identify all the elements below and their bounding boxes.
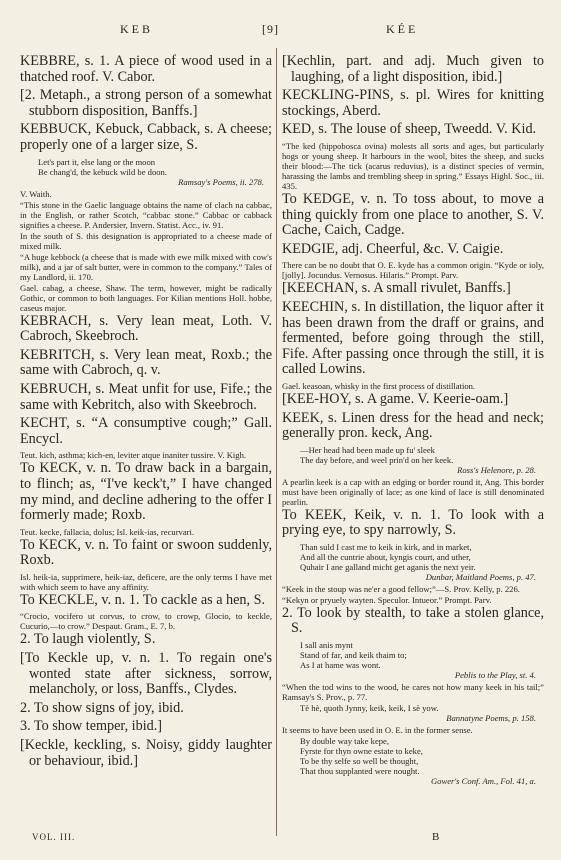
- dictionary-entry: 2. To laugh violently, S.: [20, 631, 156, 648]
- dictionary-entry: To KEEK, Keik, v. n. 1. To look with a prying eye, to spy narrowly, S.: [282, 506, 544, 539]
- entry-note: “A huge kebbock (a cheese that is made with ewe milk mixed with cow's milk), and a jar of salt butter, were in common to the company.” Tales of my Landlord, ii. 170.: [20, 251, 272, 282]
- dictionary-entry: To KECKLE, v. n. 1. To cackle as a hen, S.: [20, 591, 266, 608]
- dictionary-entry: KECHT, s. “A consumptive cough;” Gall. Encycl.: [20, 415, 272, 447]
- dictionary-entry: [Kechlin, part. and adj. Much given to laughing, of a light disposition, ibid.]: [282, 53, 544, 85]
- header-right: KÉE: [386, 22, 419, 36]
- dictionary-entry: [KEECHAN, s. A small rivulet, Banffs.]: [282, 280, 511, 297]
- quotation-line: Be chang'd, the kebuck wild be doon.: [38, 166, 167, 177]
- entry-note: There can be no doubt that O. E. kyde has a common origin. “Kyde or ioly, [jolly]. Jocundus. Vernosus. Hilaris.” Prompt. Parv.: [282, 260, 544, 281]
- quotation-line: By double way take kepe,: [300, 736, 390, 747]
- dictionary-entry: [2. Metaph., a strong person of a somewhat stubborn disposition, Banffs.]: [20, 87, 272, 119]
- citation: Bannatyne Poems, p. 158.: [446, 713, 536, 724]
- entry-note: “When the tod wins to the wood, he cares not how many keek in his tail;” Ramsay's S. Prov., p. 77.: [282, 682, 544, 703]
- running-header: [0, 22, 561, 38]
- quotation-line: Let's part it, else lang or the moon: [38, 156, 156, 167]
- dictionary-entry: KEBRITCH, s. Very lean meat, Roxb.; the same with Cabroch, q. v.: [20, 346, 272, 379]
- entry-note: “Keek in the stoup was ne'er a good fellow;”—S. Prov. Kelly, p. 226.: [282, 583, 520, 594]
- entry-note: Isl. heik-ia, supprimere, heik-iaz, deficere, are the only terms I have met with which seem to have any affinity.: [20, 571, 272, 592]
- entry-note: “The ked (hippobosca ovina) molests all sorts and ages, but particularly hogs or young sheep. It harbours in the wool, bites the sheep, and sucks their blood:—The tick (acarus reduvius), is a distinct species of vermin, harassing the lambs and trembling sheep in spring.” Essays Highl. Soc., iii. 435.: [282, 140, 544, 191]
- entry-note: Gael. keasoan, whisky in the first process of distillation.: [282, 380, 476, 391]
- volume-label: VOL. III.: [32, 832, 76, 842]
- signature-mark: B: [432, 831, 440, 843]
- column-divider: [276, 48, 277, 836]
- quotation-line: —Her head had been made up fu' sleek: [300, 444, 435, 455]
- dictionary-entry: KEBRACH, s. Very lean meat, Loth. V. Cabroch, Skeebroch.: [20, 312, 272, 345]
- quotation-line: The day before, and weel prin'd on her keek.: [300, 454, 454, 465]
- quotation-line: I sall anis mynt: [300, 640, 353, 651]
- dictionary-entry: KEECHIN, s. In distillation, the liquor after it has been drawn from the draff or grains, and fermented, before going through the still, Fife. After passing once through the still, it is called Lowins.: [282, 298, 544, 378]
- dictionary-entry: KEEK, s. Linen dress for the head and neck; generally pron. keck, Ang.: [282, 409, 544, 442]
- left-column: [20, 54, 272, 772]
- header-left: KEB: [120, 22, 153, 36]
- dictionary-entry: To KECK, v. n. To draw back in a bargain, to flinch; as, “I've keck't,” I have changed my mind, and decline adhering to the offer I formerly made; Roxb.: [20, 460, 272, 524]
- entry-note: It seems to have been used in O. E. in the former sense.: [282, 725, 473, 736]
- citation: Dunbar, Maitland Poems, p. 47.: [425, 571, 536, 582]
- quotation-line: As I at hame was wont.: [300, 660, 381, 671]
- dictionary-entry: 3. To show temper, ibid.]: [20, 718, 163, 735]
- quotation-line: Fyrste for thyn owne estate to keke,: [300, 746, 423, 757]
- quotation-line: Stand of far, and keik thaim to;: [300, 650, 407, 661]
- entry-note: “Kekyn or pryuely wayten. Speculor. Intueor.” Prompt. Parv.: [282, 594, 492, 605]
- entry-note: “Crocio, vocifero ut corvus, to crow, to crowp, Glocio, to keckle, Cucurio,—to crow.” Despaut. Gram., E. 7, b.: [20, 611, 272, 632]
- dictionary-entry: To KEDGE, v. n. To toss about, to move a thing quickly from one place to another, S. V. Cache, Caich, Cadge.: [282, 190, 544, 239]
- dictionary-entry: KEBBUCK, Kebuck, Cabback, s. A cheese; properly one of a larger size, S.: [20, 121, 272, 153]
- dictionary-entry: KEBRUCH, s. Meat unfit for use, Fife.; the same with Kebritch, also with Skeebroch.: [20, 380, 272, 413]
- citation: Gower's Conf. Am., Fol. 41, a.: [430, 776, 536, 787]
- entry-note: A pearlin keek is a cap with an edging or border round it, Ang. This border must have been originally of lace; as one kind of lace is still denominated pearlin.: [282, 476, 544, 507]
- entry-note: In the south of S. this designation is appropriated to a cheese made of mixed milk.: [20, 230, 272, 251]
- quotation-line: Than suld I cast me to keik in kirk, and in market,: [300, 541, 472, 552]
- dictionary-entry: KECKLING-PINS, s. pl. Wires for knitting stockings, Aberd.: [282, 87, 544, 119]
- dictionary-entry: 2. To show signs of joy, ibid.: [20, 699, 184, 716]
- page-number: [9]: [262, 22, 279, 36]
- dictionary-entry: KEBBRE, s. 1. A piece of wood used in a thatched roof. V. Cabor.: [20, 53, 272, 85]
- right-column: [282, 54, 544, 788]
- entry-note: “This stone in the Gaelic language obtains the name of clach na cabbac, in the English, or rather Scotch, “cabbac stone.” Cabbac or cabback signifies a cheese. P. Andersier, Invern. Statist. Acc., iv. 91.: [20, 199, 272, 230]
- dictionary-entry: To KECK, v. n. To faint or swoon suddenly, Roxb.: [20, 536, 272, 569]
- quotation-line: To be thy selfe so well be thought,: [300, 756, 419, 767]
- entry-note: Gael. cabag, a cheese, Shaw. The term, however, might be radically Gothic, or common to both languages. For Kilian mentions Holl. hobbe, caseus major.: [20, 282, 272, 313]
- dictionary-entry: 2. To look by stealth, to take a stolen glance, S.: [282, 604, 544, 637]
- dictionary-entry: KEDGIE, adj. Cheerful, &c. V. Caigie.: [282, 240, 504, 257]
- quotation-line: That thou supplanted were nought.: [300, 766, 420, 777]
- quotation-line: And all the cuntrie about, kyngis court, and uther,: [300, 551, 471, 562]
- dictionary-entry: [To Keckle up, v. n. 1. To regain one's wonted state after sickness, sorrow, melancholy, or loss, Banffs., Clydes.: [20, 650, 272, 698]
- quotation-line: Quhair I ane galland micht get aganis the next yeir.: [300, 561, 476, 572]
- entry-note: V. Waith.: [20, 188, 52, 199]
- citation: Ross's Helenore, p. 28.: [457, 464, 536, 475]
- dictionary-entry: KED, s. The louse of sheep, Tweedd. V. Kid.: [282, 121, 537, 138]
- entry-note: Teut. kecke, fallacia, dolus; Isl. keik-ias, recurvari.: [20, 526, 195, 537]
- citation: Ramsay's Poems, ii. 278.: [178, 176, 264, 187]
- dictionary-entry: [KEE-HOY, s. A game. V. Keerie-oam.]: [282, 390, 509, 407]
- quotation-line: Tè hè, quoth Jynny, keik, keik, I sè yow.: [300, 703, 439, 714]
- citation: Peblis to the Play, st. 4.: [454, 670, 536, 681]
- dictionary-entry: [Keckle, keckling, s. Noisy, giddy laughter or behaviour, ibid.]: [20, 737, 272, 769]
- entry-note: Teut. kich, asthma; kich-en, leviter atque inaniter tussire. V. Kigh.: [20, 450, 247, 461]
